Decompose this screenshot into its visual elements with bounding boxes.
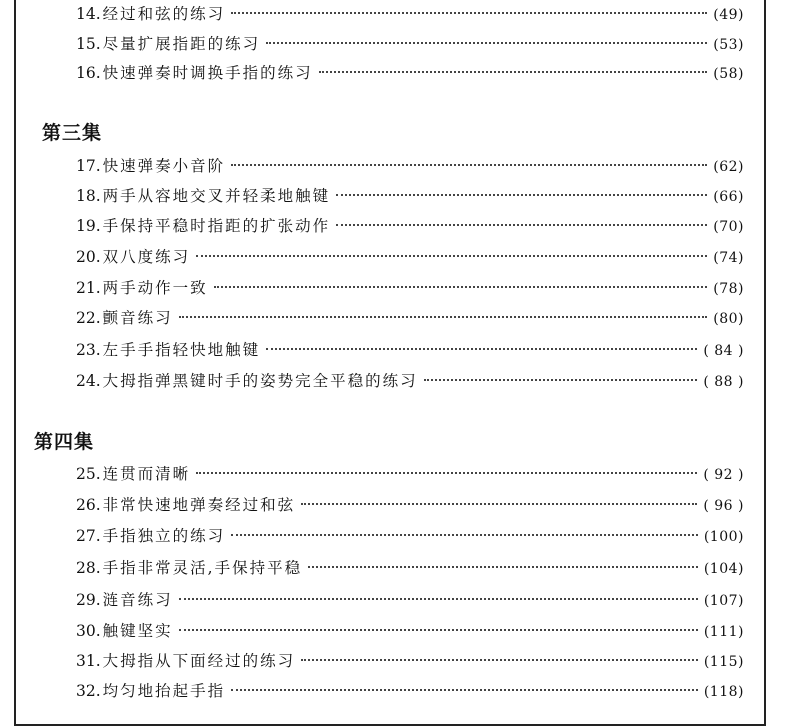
dot-leader <box>231 534 698 536</box>
entry-page: (74) <box>713 250 744 266</box>
entry-title: 均匀地抬起手指 <box>102 682 226 700</box>
entry-title: 两手动作一致 <box>102 279 208 297</box>
entry-number: 29. <box>76 591 101 609</box>
entry-title: 连贯而清晰 <box>102 465 191 483</box>
toc-entry <box>76 276 744 300</box>
entry-page: (62) <box>713 159 744 175</box>
entry-title: 双八度练习 <box>102 248 191 266</box>
entry-number: 23. <box>76 341 101 359</box>
entry-page: (70) <box>713 219 744 235</box>
entry-page: (115) <box>703 654 744 670</box>
toc-entry <box>76 649 744 673</box>
section-title: 第三集 <box>42 122 103 144</box>
entry-number: 19. <box>76 217 101 235</box>
entry-title: 非常快速地弹奏经过和弦 <box>102 496 296 514</box>
dot-leader <box>266 348 697 350</box>
entry-number: 16. <box>76 64 101 82</box>
entry-page: ( 88 ) <box>703 374 744 390</box>
entry-number: 14. <box>76 5 101 23</box>
entry-page: (66) <box>713 189 744 205</box>
toc-entry <box>76 338 744 362</box>
entry-number: 32. <box>76 682 101 700</box>
dot-leader <box>266 42 707 44</box>
entry-number: 20. <box>76 248 101 266</box>
entry-page: ( 84 ) <box>703 343 744 359</box>
toc-entry <box>76 619 744 643</box>
entry-page: (111) <box>703 624 744 640</box>
toc-entry <box>76 588 744 612</box>
entry-title: 大拇指弹黑键时手的姿势完全平稳的练习 <box>102 372 418 390</box>
entry-page: (53) <box>713 37 744 53</box>
entry-number: 26. <box>76 496 101 514</box>
toc-entry <box>76 61 744 85</box>
dot-leader <box>179 316 708 318</box>
toc-entry <box>76 462 744 486</box>
entry-title: 大拇指从下面经过的练习 <box>102 652 296 670</box>
toc-entry <box>76 556 744 580</box>
section-title: 第四集 <box>34 431 95 453</box>
entry-number: 18. <box>76 187 101 205</box>
entry-page: (118) <box>703 684 744 700</box>
entry-title: 左手手指轻快地触键 <box>102 341 261 359</box>
entry-page: (58) <box>713 66 744 82</box>
dot-leader <box>336 194 707 196</box>
entry-title: 手保持平稳时指距的扩张动作 <box>102 217 331 235</box>
entry-number: 28. <box>76 559 101 577</box>
toc-entry <box>76 154 744 178</box>
entry-number: 21. <box>76 279 101 297</box>
toc-entry <box>76 184 744 208</box>
dot-leader <box>196 255 707 257</box>
entry-page: ( 92 ) <box>703 467 744 483</box>
entry-page: (80) <box>713 311 744 327</box>
dot-leader <box>179 598 698 600</box>
dot-leader <box>308 566 698 568</box>
entry-number: 27. <box>76 527 101 545</box>
entry-title: 两手从容地交叉并轻柔地触键 <box>102 187 331 205</box>
entry-page: ( 96 ) <box>703 498 744 514</box>
entry-title: 尽量扩展指距的练习 <box>102 35 261 53</box>
entry-title: 经过和弦的练习 <box>102 5 226 23</box>
entry-number: 15. <box>76 35 101 53</box>
entry-number: 30. <box>76 622 101 640</box>
dot-leader <box>231 164 707 166</box>
toc-entry <box>76 2 744 26</box>
entry-page: (49) <box>713 7 744 23</box>
entry-page: (104) <box>703 561 744 577</box>
entry-title: 涟音练习 <box>102 591 173 609</box>
dot-leader <box>301 503 697 505</box>
entry-number: 25. <box>76 465 101 483</box>
entry-page: (100) <box>703 529 744 545</box>
dot-leader <box>319 71 708 73</box>
toc-entry <box>76 245 744 269</box>
page-frame <box>14 0 766 726</box>
dot-leader <box>196 472 697 474</box>
toc-entry <box>76 306 744 330</box>
entry-number: 22. <box>76 309 101 327</box>
entry-title: 快速弹奏小音阶 <box>102 157 226 175</box>
entry-title: 颤音练习 <box>102 309 173 327</box>
entry-number: 17. <box>76 157 101 175</box>
toc-entry <box>76 32 744 56</box>
toc-entry <box>76 214 744 238</box>
dot-leader <box>231 12 707 14</box>
dot-leader <box>214 286 708 288</box>
toc-entry <box>76 369 744 393</box>
entry-title: 快速弹奏时调换手指的练习 <box>102 64 313 82</box>
entry-title: 手指非常灵活,手保持平稳 <box>102 559 303 577</box>
dot-leader <box>231 689 698 691</box>
toc-entry <box>76 679 744 703</box>
toc-entry <box>76 524 744 548</box>
dot-leader <box>424 379 698 381</box>
toc-entry <box>76 493 744 517</box>
dot-leader <box>301 659 698 661</box>
entry-page: (78) <box>713 281 744 297</box>
entry-number: 31. <box>76 652 101 670</box>
entry-title: 触键坚实 <box>102 622 173 640</box>
dot-leader <box>179 629 698 631</box>
entry-title: 手指独立的练习 <box>102 527 226 545</box>
entry-page: (107) <box>703 593 744 609</box>
dot-leader <box>336 224 707 226</box>
entry-number: 24. <box>76 372 101 390</box>
